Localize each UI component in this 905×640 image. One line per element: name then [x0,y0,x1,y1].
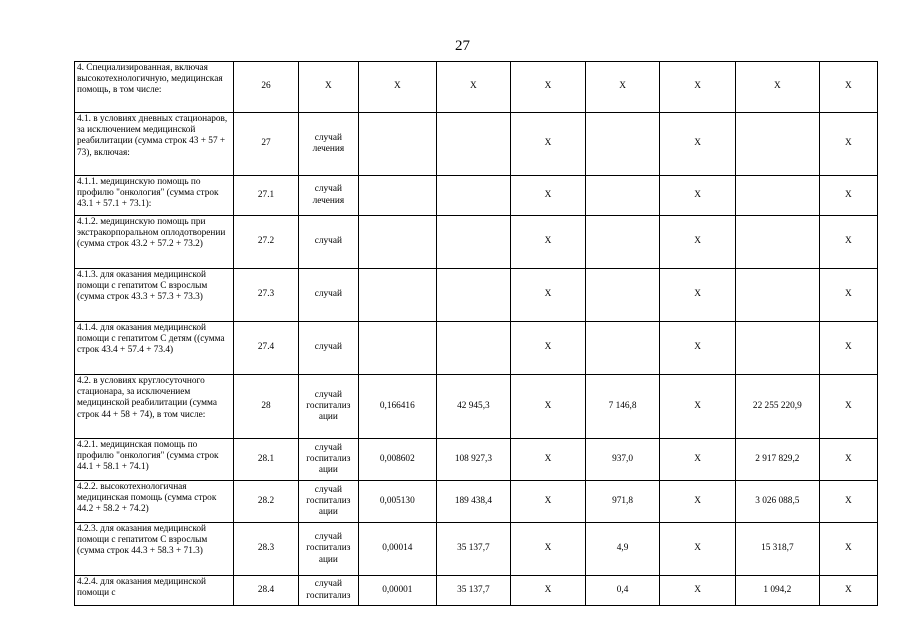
row-cell [735,113,819,176]
row-cell: X [819,216,877,269]
row-unit: случай госпитализ ации [298,375,358,439]
row-line-number: 27.4 [234,322,298,375]
row-name: 4.2.3. для оказания медицинской помощи с гепатитом С взрослым (сумма строк 44.3 + 58.3 + 71.3) [75,523,234,576]
row-cell: X [511,523,586,576]
row-line-number: 28.3 [234,523,298,576]
row-cell: 1 094,2 [735,576,819,606]
row-cell [436,176,511,216]
row-cell: X [819,375,877,439]
tariff-table [74,61,878,606]
row-cell: X [511,576,586,606]
row-cell: 15 318,7 [735,523,819,576]
row-cell: X [511,216,586,269]
row-cell: 0,166416 [358,375,436,439]
row-cell: X [511,375,586,439]
row-cell: X [660,176,736,216]
row-unit: случай госпитализ ации [298,439,358,481]
row-cell: X [660,216,736,269]
row-line-number: 27.2 [234,216,298,269]
row-cell: 4,9 [585,523,660,576]
row-cell: X [358,62,436,113]
row-cell [358,176,436,216]
row-cell [735,322,819,375]
row-cell: X [585,62,660,113]
table-row [75,113,878,176]
table-row [75,176,878,216]
row-cell: 2 917 829,2 [735,439,819,481]
row-cell: X [511,322,586,375]
row-cell [358,269,436,322]
table-row [75,375,878,439]
row-cell: X [819,576,877,606]
table-row [75,322,878,375]
row-name: 4.1.1. медицинскую помощь по профилю "онкология" (сумма строк 43.1 + 57.1 + 73.1): [75,176,234,216]
row-unit: случай госпитализ [298,576,358,606]
row-line-number: 27.3 [234,269,298,322]
row-cell [358,322,436,375]
row-cell: X [819,481,877,523]
table-row [75,216,878,269]
table-row [75,576,878,606]
row-cell: X [511,62,586,113]
row-name: 4.2.1. медицинская помощь по профилю "онкология" (сумма строк 44.1 + 58.1 + 74.1) [75,439,234,481]
row-unit: случай госпитализ ации [298,523,358,576]
row-cell: X [735,62,819,113]
row-cell: 35 137,7 [436,576,511,606]
row-cell: X [819,322,877,375]
row-unit: случай лечения [298,176,358,216]
row-unit: случай госпитализ ации [298,481,358,523]
table-row [75,523,878,576]
row-name: 4.1.2. медицинскую помощь при экстракорпоральном оплодотворении (сумма строк 43.2 + 57.2 + 73.2) [75,216,234,269]
row-line-number: 28 [234,375,298,439]
row-cell [436,322,511,375]
row-line-number: 28.2 [234,481,298,523]
row-cell: X [511,481,586,523]
row-line-number: 28.1 [234,439,298,481]
row-cell: 0,008602 [358,439,436,481]
table-row [75,269,878,322]
row-cell: X [436,62,511,113]
row-name: 4.1.4. для оказания медицинской помощи с гепатитом С детям ((сумма строк 43.4 + 57.4 + 73.4) [75,322,234,375]
row-cell: X [511,439,586,481]
row-cell [358,113,436,176]
row-cell: 7 146,8 [585,375,660,439]
row-cell: X [819,176,877,216]
row-cell: X [660,523,736,576]
row-cell: X [819,269,877,322]
row-cell: 0,00014 [358,523,436,576]
row-cell: X [660,113,736,176]
row-cell: X [511,176,586,216]
row-cell [585,113,660,176]
row-name: 4.1. в условиях дневных стационаров, за исключением медицинской реабилитации (сумма строк 43 + 57 + 73), включая: [75,113,234,176]
row-cell: X [819,523,877,576]
row-cell: 35 137,7 [436,523,511,576]
row-line-number: 28.4 [234,576,298,606]
row-cell: X [660,322,736,375]
table-row [75,481,878,523]
row-unit: случай [298,269,358,322]
row-name: 4.2. в условиях круглосуточного стационара, за исключением медицинской реабилитации (сумма строк 44 + 58 + 74), в том числе: [75,375,234,439]
row-cell: X [819,113,877,176]
row-cell: X [660,576,736,606]
row-line-number: 26 [234,62,298,113]
row-cell: 3 026 088,5 [735,481,819,523]
row-cell [436,113,511,176]
row-unit: X [298,62,358,113]
row-line-number: 27.1 [234,176,298,216]
row-name: 4. Специализированная, включая высокотехнологичную, медицинская помощь, в том числе: [75,62,234,113]
row-cell: 22 255 220,9 [735,375,819,439]
row-cell: 108 927,3 [436,439,511,481]
row-cell: X [660,481,736,523]
row-cell [358,216,436,269]
row-line-number: 27 [234,113,298,176]
row-cell [436,216,511,269]
row-cell [735,269,819,322]
row-cell: X [511,113,586,176]
row-cell: X [660,269,736,322]
row-unit: случай [298,322,358,375]
row-name: 4.2.4. для оказания медицинской помощи с [75,576,234,606]
row-unit: случай лечения [298,113,358,176]
row-cell [436,269,511,322]
row-cell [585,216,660,269]
row-cell: X [511,269,586,322]
row-cell: X [660,375,736,439]
row-cell: 0,005130 [358,481,436,523]
row-cell: X [660,62,736,113]
row-cell [585,269,660,322]
row-cell: 971,8 [585,481,660,523]
row-cell: X [819,62,877,113]
row-cell: 189 438,4 [436,481,511,523]
row-cell: 937,0 [585,439,660,481]
row-cell: 42 945,3 [436,375,511,439]
row-cell [735,216,819,269]
row-name: 4.1.3. для оказания медицинской помощи с гепатитом С взрослым (сумма строк 43.3 + 57.3 + 73.3) [75,269,234,322]
row-cell: X [660,439,736,481]
row-cell [585,176,660,216]
table-row [75,439,878,481]
row-cell [735,176,819,216]
row-cell [585,322,660,375]
page-number: 27 [455,38,470,54]
row-unit: случай [298,216,358,269]
row-cell: 0,4 [585,576,660,606]
row-name: 4.2.2. высокотехнологичная медицинская помощь (сумма строк 44.2 + 58.2 + 74.2) [75,481,234,523]
row-cell: 0,00001 [358,576,436,606]
row-cell: X [819,439,877,481]
table-row [75,62,878,113]
